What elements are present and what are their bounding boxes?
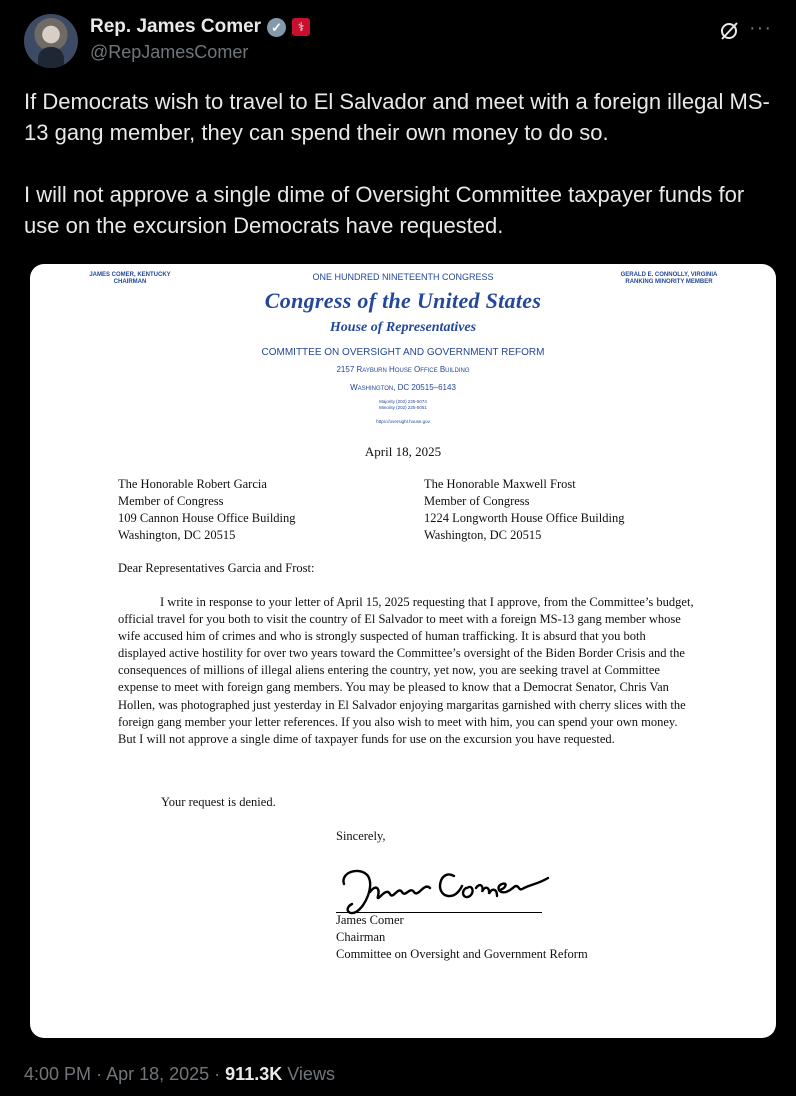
congress-number: ONE HUNDRED NINETEENTH CONGRESS	[312, 272, 494, 282]
committee-address-line2: Washington, DC 20515–6143	[350, 383, 456, 392]
recipient-line: Washington, DC 20515	[118, 528, 236, 542]
house-seal-icon[interactable]: ⚕	[292, 18, 310, 36]
separator: ·	[96, 1064, 107, 1084]
recipient-garcia	[118, 476, 296, 544]
phone-majority: Majority (202) 225-5074	[379, 399, 427, 404]
author-handle[interactable]: @RepJamesComer	[90, 42, 249, 62]
grok-icon[interactable]	[718, 20, 740, 42]
ranking-title: RANKING MINORITY MEMBER	[625, 279, 713, 285]
recipient-line: The Honorable Robert Garcia	[118, 477, 267, 491]
committee-website: https://oversight.house.gov	[376, 419, 430, 424]
letter-body: I write in response to your letter of April 15, 2025 requesting that I approve, from the Committee’s budget, official travel for you both to visit the country of El Salvador to meet with a foreign MS-13 gang member whose wife accused him of crimes and who is strongly suspected of human trafficking. It is absurd that you both displayed active hostility for over two years toward the Committee’s oversight of the Biden Border Crisis and the consequences of millions of illegal aliens entering the country, yet now, you are seeking travel at Committee expense to meet with foreign gang members. You may be pleased to know that a Democrat Senator, Chris Van Hollen, was photographed just yesterday in El Salvador enjoying margaritas garnished with cherry slices with the foreign gang member your letter references. If you also wish to meet with him, you can spend your own money. But I will not approve a single dime of taxpayer funds for use on the excursion you have requested.	[118, 595, 694, 746]
recipient-line: Member of Congress	[118, 494, 224, 508]
signer-title: Chairman	[336, 930, 386, 944]
author-name-row	[90, 16, 310, 38]
committee-address-line1: 2157 Rayburn House Office Building	[336, 365, 470, 374]
tweet-header	[24, 12, 772, 72]
congress-title: Congress of the United States	[264, 288, 542, 313]
signer-name: James Comer	[336, 913, 404, 927]
ranking-name: GERALD E. CONNOLLY, VIRGINIA	[620, 272, 718, 278]
letter-image[interactable]	[30, 264, 776, 1038]
recipient-line: 1224 Longworth House Office Building	[424, 511, 625, 525]
post-date[interactable]: Apr 18, 2025	[106, 1064, 210, 1084]
committee-name: COMMITTEE ON OVERSIGHT AND GOVERNMENT REFORM	[261, 347, 545, 358]
letter-date: April 18, 2025	[364, 444, 442, 459]
more-options-icon[interactable]: ···	[749, 17, 772, 39]
tweet-meta	[24, 1064, 335, 1085]
post-time[interactable]: 4:00 PM	[24, 1064, 92, 1084]
recipient-line: Washington, DC 20515	[424, 528, 542, 542]
chairman-name: JAMES COMER, KENTUCKY	[89, 272, 171, 278]
author-name[interactable]: Rep. James Comer	[90, 16, 262, 37]
recipient-frost	[424, 476, 624, 544]
signature-block	[336, 912, 588, 963]
denial-line: Your request is denied.	[161, 795, 276, 809]
phone-minority: Minority (202) 225-5051	[379, 404, 427, 410]
committee-phones	[30, 399, 776, 410]
tweet-text: If Democrats wish to travel to El Salvador and meet with a foreign illegal MS-13 gang member, they can spend their own money to do so. I will not approve a single dime of Oversight Committee taxpayer funds for use on the excursion Democrats have requested.	[24, 89, 770, 238]
house-title: House of Representatives	[329, 320, 477, 335]
verified-badge-icon[interactable]: ✓	[267, 18, 286, 37]
recipient-line: 109 Cannon House Office Building	[118, 511, 296, 525]
salutation: Dear Representatives Garcia and Frost:	[118, 561, 315, 575]
views-label: Views	[287, 1064, 335, 1084]
separator: ·	[214, 1064, 226, 1084]
closing: Sincerely,	[336, 829, 386, 843]
chairman-title: CHAIRMAN	[113, 279, 147, 285]
recipient-line: The Honorable Maxwell Frost	[424, 477, 576, 491]
avatar[interactable]	[24, 14, 78, 68]
signer-committee: Committee on Oversight and Government Reform	[336, 947, 588, 961]
views-count[interactable]: 911.3K	[225, 1064, 283, 1084]
recipient-line: Member of Congress	[424, 494, 530, 508]
